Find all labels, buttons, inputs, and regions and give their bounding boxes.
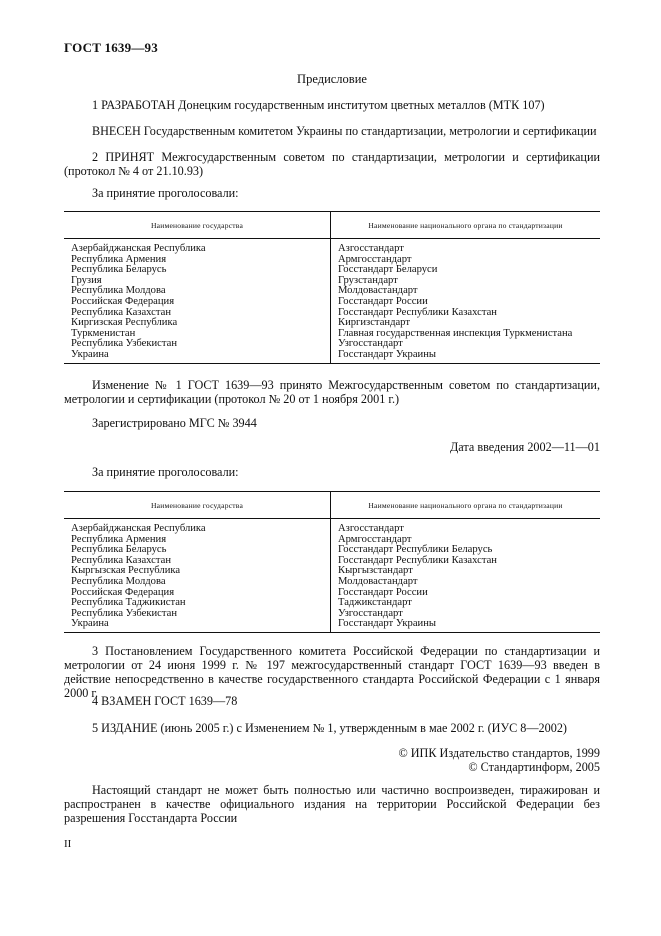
standards-body-name: Госстандарт Украины — [331, 350, 601, 363]
copyright-standartinform: © Стандартинформ, 2005 — [468, 760, 600, 774]
registration: Зарегистрировано МГС № 3944 — [92, 416, 257, 430]
state-name: Республика Армения — [64, 255, 331, 266]
state-name: Туркменистан — [64, 329, 331, 340]
foreword-title: Предисловие — [297, 72, 367, 86]
standards-body-name: Азгосстандарт — [338, 523, 404, 534]
standards-body-name: Госстандарт Республики Казахстан — [338, 306, 497, 318]
effective-date: Дата введения 2002—11—01 — [449, 440, 600, 454]
standards-body-name: Армгосстандарт — [338, 533, 412, 545]
table1-col-state: Наименование государства — [64, 212, 331, 239]
standards-body-name: Главная государственная инспекция Туркменистана — [338, 327, 573, 339]
state-name: Республика Таджикистан — [64, 598, 331, 609]
standards-body-name: Госстандарт Украины — [331, 619, 601, 632]
reproduction-notice: Настоящий стандарт не может быть полностью или частично воспроизведен, тиражирован и распространен в качестве официального издания на территории Российской Федерации без разрешения Госстандарта России — [64, 783, 600, 825]
table-row — [64, 577, 600, 588]
adopted-by: 2 ПРИНЯТ Межгосударственным советом по стандартизации, метрологии и сертификации (протокол № 4 от 21.10.93) — [64, 150, 600, 178]
state-name: Киргизская Республика — [64, 318, 331, 329]
table-row — [64, 339, 600, 350]
standards-body-name: Узгосстандарт — [338, 607, 403, 619]
edition: 5 ИЗДАНИЕ (июнь 2005 г.) с Изменением № 1, утвержденным в мае 2002 г. (ИУС 8—2002) — [92, 721, 567, 735]
replaces: 4 ВЗАМЕН ГОСТ 1639—78 — [92, 694, 238, 708]
vote-table-1 — [64, 211, 600, 364]
standards-body-name: Молдовастандарт — [338, 575, 418, 587]
standards-body-name: Узгосстандарт — [338, 338, 403, 350]
state-name: Республика Узбекистан — [64, 609, 331, 620]
standards-body-name: Азгосстандарт — [338, 243, 404, 254]
state-name: Республика Беларусь — [64, 265, 331, 276]
table-row — [64, 619, 600, 632]
state-name: Украина — [64, 619, 331, 632]
standards-body-name: Госстандарт Беларуси — [338, 264, 438, 276]
standards-body-name: Госстандарт Республики Беларусь — [338, 544, 493, 556]
standards-body-name: Армгосстандарт — [338, 253, 412, 265]
state-name: Республика Беларусь — [64, 545, 331, 556]
state-name: Азербайджанская Республика — [64, 239, 331, 255]
table-row — [64, 609, 600, 620]
standards-body-name: Госстандарт России — [338, 295, 428, 307]
vote-label-1: За принятие проголосовали: — [92, 186, 239, 200]
state-name: Кыргызская Республика — [64, 566, 331, 577]
state-name: Грузия — [64, 276, 331, 287]
state-name: Республика Молдова — [64, 286, 331, 297]
table-row — [64, 350, 600, 363]
document-header: ГОСТ 1639—93 — [64, 40, 158, 55]
state-name: Республика Молдова — [64, 577, 331, 588]
table-row — [64, 297, 600, 308]
state-name: Республика Казахстан — [64, 308, 331, 319]
table-row — [64, 519, 600, 535]
copyright-ipk: © ИПК Издательство стандартов, 1999 — [398, 746, 600, 760]
table2-col-state: Наименование государства — [64, 492, 331, 519]
standards-body-name: Госстандарт России — [338, 586, 428, 598]
standards-body-name: Госстандарт Республики Казахстан — [338, 554, 497, 566]
standards-body-name: Кыргызстандарт — [338, 565, 413, 577]
standards-body-name: Киргизстандарт — [338, 317, 410, 329]
state-name: Республика Узбекистан — [64, 339, 331, 350]
state-name: Республика Казахстан — [64, 556, 331, 567]
vote-table-2 — [64, 491, 600, 633]
state-name: Украина — [64, 350, 331, 363]
state-name: Российская Федерация — [64, 588, 331, 599]
state-name: Республика Армения — [64, 535, 331, 546]
standards-body-name: Молдовастандарт — [338, 285, 418, 297]
developed-by: 1 РАЗРАБОТАН Донецким государственным институтом цветных металлов (МТК 107) — [92, 98, 545, 112]
table-row — [64, 239, 600, 255]
state-name: Российская Федерация — [64, 297, 331, 308]
standards-body-name: Таджикстандарт — [338, 597, 412, 609]
table-row — [64, 265, 600, 276]
standards-body-name: Грузстандарт — [338, 274, 398, 286]
introduced-by: ВНЕСЕН Государственным комитетом Украины по стандартизации, метрологии и сертификации — [92, 124, 597, 138]
state-name: Азербайджанская Республика — [64, 519, 331, 535]
resolution-text: 3 Постановлением Государственного комитета Российской Федерации по стандартизации и метрологии от 24 июня 1999 г. № 197 межгосударственный стандарт ГОСТ 1639—93 введен в действие непосредственно в качестве государственного стандарта Российской Федерации с 1 января 2000 г. — [64, 644, 600, 700]
amendment-text: Изменение № 1 ГОСТ 1639—93 принято Межгосударственным советом по стандартизации, метрологии и сертификации (протокол № 20 от 1 ноября 2001 г.) — [64, 378, 600, 406]
vote-label-2: За принятие проголосовали: — [92, 465, 239, 479]
table2-col-body: Наименование национального органа по стандартизации — [331, 492, 601, 519]
table1-col-body: Наименование национального органа по стандартизации — [331, 212, 601, 239]
page-number: II — [64, 838, 72, 850]
